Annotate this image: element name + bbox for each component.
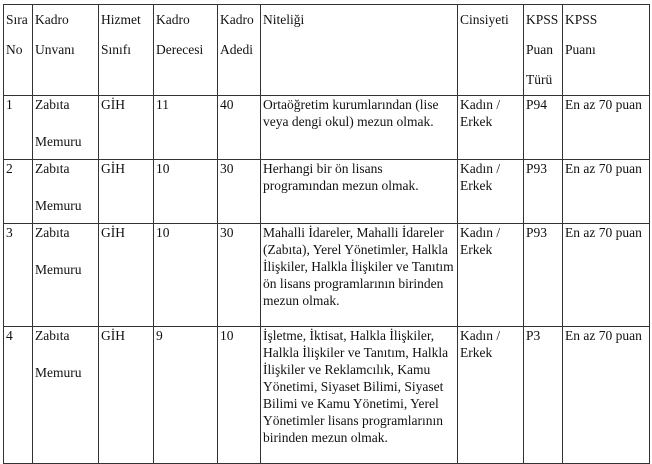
cell-cinsiyet: Kadın / Erkek (458, 160, 524, 224)
cell-unvan: Zabıta Memuru (33, 160, 99, 224)
table-header-row (4, 5, 650, 96)
cell-nitelik: Herhangi bir ön lisans programından mezun olmak. (261, 160, 458, 224)
cell-derece: 11 (154, 96, 218, 160)
header-kadro-derecesi: Kadro Derecesi (154, 5, 218, 96)
cell-adet: 30 (218, 224, 261, 327)
table-row (4, 327, 650, 464)
cell-kpss-turu: P3 (524, 327, 563, 464)
header-niteligi: Niteliği (261, 5, 458, 96)
cell-kpss-puani: En az 70 puan (563, 224, 650, 327)
cell-adet: 30 (218, 160, 261, 224)
cell-hizmet: GİH (99, 224, 154, 327)
cell-kpss-puani: En az 70 puan (563, 96, 650, 160)
header-kadro-unvani: Kadro Unvanı (33, 5, 99, 96)
table-row (4, 224, 650, 327)
cell-cinsiyet: Kadın / Erkek (458, 327, 524, 464)
staff-requirements-table (3, 4, 650, 464)
cell-kpss-turu: P93 (524, 160, 563, 224)
header-cinsiyeti: Cinsiyeti (458, 5, 524, 96)
cell-no: 1 (4, 96, 33, 160)
cell-derece: 10 (154, 224, 218, 327)
cell-nitelik: Mahalli İdareler, Mahalli İdareler (Zabıta), Yerel Yönetimler, Halkla İlişkiler, Halkla İlişkiler ve Tanıtım ön lisans programlarının birinden mezun olmak. (261, 224, 458, 327)
table-row (4, 160, 650, 224)
cell-kpss-puani: En az 70 puan (563, 160, 650, 224)
cell-cinsiyet: Kadın / Erkek (458, 96, 524, 160)
cell-kpss-turu: P94 (524, 96, 563, 160)
cell-nitelik: İşletme, İktisat, Halkla İlişkiler, Halkla İlişkiler ve Tanıtım, Halkla İlişkiler ve Reklamcılık, Kamu Yönetimi, Siyaset Bilimi, Siyaset Bilimi ve Kamu Yönetimi, Yerel Yönetimler lisans programlarının birinden mezun olmak. (261, 327, 458, 464)
cell-hizmet: GİH (99, 160, 154, 224)
cell-hizmet: GİH (99, 327, 154, 464)
cell-nitelik: Ortaöğretim kurumlarından (lise veya dengi okul) mezun olmak. (261, 96, 458, 160)
header-kpss-puan-turu: KPSS Puan Türü (524, 5, 563, 96)
cell-derece: 9 (154, 327, 218, 464)
header-hizmet-sinifi: Hizmet Sınıfı (99, 5, 154, 96)
cell-derece: 10 (154, 160, 218, 224)
cell-no: 3 (4, 224, 33, 327)
cell-adet: 40 (218, 96, 261, 160)
cell-hizmet: GİH (99, 96, 154, 160)
cell-unvan: Zabıta Memuru (33, 224, 99, 327)
table-row (4, 96, 650, 160)
cell-no: 2 (4, 160, 33, 224)
cell-unvan: Zabıta Memuru (33, 327, 99, 464)
header-kpss-puani: KPSS Puanı (563, 5, 650, 96)
cell-kpss-turu: P93 (524, 224, 563, 327)
cell-adet: 10 (218, 327, 261, 464)
cell-cinsiyet: Kadın / Erkek (458, 224, 524, 327)
cell-kpss-puani: En az 70 puan (563, 327, 650, 464)
cell-unvan: Zabıta Memuru (33, 96, 99, 160)
cell-no: 4 (4, 327, 33, 464)
header-kadro-adedi: Kadro Adedi (218, 5, 261, 96)
header-sira-no: Sıra No (4, 5, 33, 96)
